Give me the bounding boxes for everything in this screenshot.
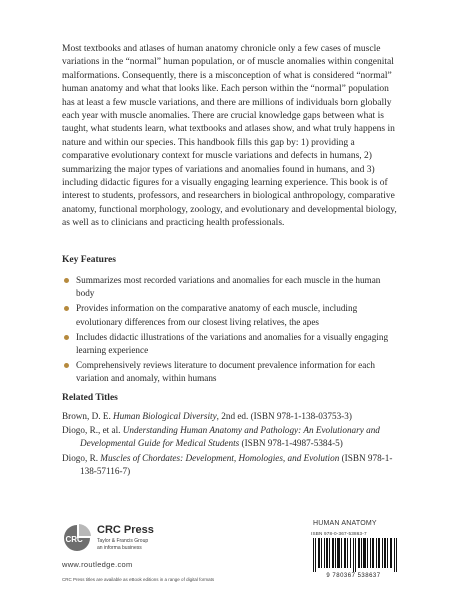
related-title-item: Diogo, R. Muscles of Chordates: Development, Homologies, and Evolution (ISBN 978-1-138-57116-7) xyxy=(62,452,393,476)
related-title-item: Brown, D. E. Human Biological Diversity, 2nd ed. (ISBN 978-1-138-03753-3) xyxy=(62,411,352,421)
list-item: Includes didactic illustrations of the variations and anomalies for a visually engaging learning experience xyxy=(62,331,398,357)
related-titles-list xyxy=(62,410,407,479)
bullet-icon xyxy=(64,278,69,283)
publisher-url: www.routledge.com xyxy=(62,560,133,569)
publisher-logo xyxy=(62,523,192,559)
subject-category: HUMAN ANATOMY xyxy=(313,520,377,527)
key-features-heading: Key Features xyxy=(62,255,116,265)
isbn-label: ISBN 978-0-367-53863-7 xyxy=(311,531,367,536)
book-description: Most textbooks and atlases of human anatomy chronicle only a few cases of muscle variations in the “normal” human population, or of muscle anomalies within congenital malformations. Consequently, there is a misconception of what is considered “normal” human anatomy and what that looks like. Each person within the “normal” population has at least a few muscle variations, and there are millions of individuals born globally each year with muscle anomalies. There are crucial knowledge gaps between what is taught, what students learn, what textbooks and atlases show, and what truly happens in nature and within our species. This handbook fills this gap by: 1) providing a comparative evolutionary context for muscle variations and defects in humans, 2) summarizing the major types of variations and anomalies found in humans, and 3) including didactic figures for a visually engaging learning experience. This book is of interest to students, professors, and researchers in biological anthropology, comparative anatomy, functional morphology, zoology, and evolutionary and developmental biology, as well as to clinicians and practicing health professionals. xyxy=(62,44,397,229)
crc-press-logo-icon xyxy=(62,523,92,553)
bullet-icon xyxy=(64,363,69,368)
key-features-list xyxy=(62,274,398,388)
bullet-icon xyxy=(64,306,69,311)
publisher-group: Taylor & Francis Group xyxy=(97,538,149,544)
related-title-item: Diogo, R., et al. Understanding Human Anatomy and Pathology: An Evolutionary and Developmental Guide for Medical Students (ISBN 978-1-4987-5384-5) xyxy=(62,425,380,449)
list-item: Summarizes most recorded variations and anomalies for each muscle in the human body xyxy=(62,274,398,300)
publisher-tagline: an informa business xyxy=(97,545,142,551)
publisher-name: CRC Press xyxy=(97,524,154,536)
related-titles-heading: Related Titles xyxy=(62,393,118,403)
barcode-number: 9 780367 538637 xyxy=(326,573,381,579)
ebook-note: CRC Press titles are available as eBook editions in a range of digital formats xyxy=(62,577,215,582)
list-item: Provides information on the comparative anatomy of each muscle, including evolutionary differences from our closest living relatives, the apes xyxy=(62,302,398,328)
svg-text:CRC: CRC xyxy=(65,535,83,544)
bullet-icon xyxy=(64,335,69,340)
barcode-icon xyxy=(313,538,397,572)
list-item: Comprehensively reviews literature to document prevalence information for each variation and anomaly, within humans xyxy=(62,359,398,385)
